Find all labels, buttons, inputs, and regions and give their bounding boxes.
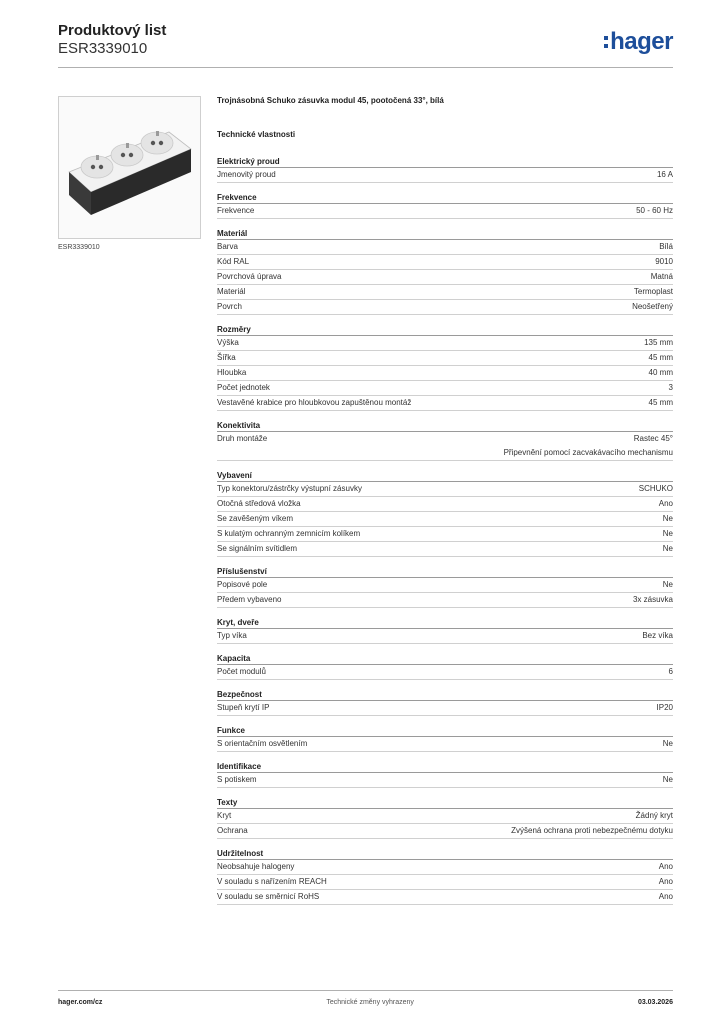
product-code: ESR3339010 xyxy=(58,40,148,57)
spec-content xyxy=(217,96,673,914)
section-title: Kapacita xyxy=(217,653,673,665)
spec-row: Ochrana Zvýšená ochrana proti nebezpečnému dotyku xyxy=(217,824,673,839)
spec-row: Kód RAL 9010 xyxy=(217,255,673,270)
section-title: Bezpečnost xyxy=(217,689,673,701)
spec-row: Frekvence 50 - 60 Hz xyxy=(217,204,673,219)
spec-row: V souladu s nařízením REACH Ano xyxy=(217,875,673,890)
section-title: Texty xyxy=(217,797,673,809)
section-title: Kryt, dveře xyxy=(217,617,673,629)
section-sustainability xyxy=(217,848,673,905)
section-title: Konektivita xyxy=(217,420,673,432)
spec-row: Vestavěné krabice pro hloubkovou zapuštěnou montáž 45 mm xyxy=(217,396,673,411)
product-description: Trojnásobná Schuko zásuvka modul 45, pootočená 33°, bílá xyxy=(217,96,444,105)
spec-row: Hloubka 40 mm xyxy=(217,366,673,381)
section-texts xyxy=(217,797,673,839)
section-title: Udržitelnost xyxy=(217,848,673,860)
image-caption: ESR3339010 xyxy=(58,244,100,251)
spec-row: Kryt Žádný kryt xyxy=(217,809,673,824)
section-title: Elektrický proud xyxy=(217,156,673,168)
spec-row: Se signálním svítidlem Ne xyxy=(217,542,673,557)
section-title: Rozměry xyxy=(217,324,673,336)
spec-row: Barva Bílá xyxy=(217,240,673,255)
section-accessories xyxy=(217,566,673,608)
spec-row: V souladu se směrnicí RoHS Ano xyxy=(217,890,673,905)
logo-text: hager xyxy=(610,28,673,55)
spec-row: Povrch Neošetřený xyxy=(217,300,673,315)
spec-row: Stupeň krytí IP IP20 xyxy=(217,701,673,716)
section-frequency xyxy=(217,192,673,219)
section-connectivity xyxy=(217,420,673,461)
spec-row: S orientačním osvětlením Ne xyxy=(217,737,673,752)
spec-row: Povrchová úprava Matná xyxy=(217,270,673,285)
spec-row: Typ konektoru/zástrčky výstupní zásuvky SCHUKO xyxy=(217,482,673,497)
spec-row: Šířka 45 mm xyxy=(217,351,673,366)
page-header xyxy=(58,22,673,68)
section-title: Funkce xyxy=(217,725,673,737)
spec-row: Typ víka Bez víka xyxy=(217,629,673,644)
tech-properties-title: Technické vlastnosti xyxy=(217,130,296,139)
spec-row: S kulatým ochranným zemnicím kolíkem Ne xyxy=(217,527,673,542)
section-title: Materiál xyxy=(217,228,673,240)
logo-dots-icon xyxy=(604,34,608,50)
spec-row: Otočná středová vložka Ano xyxy=(217,497,673,512)
section-material xyxy=(217,228,673,315)
section-equipment xyxy=(217,470,673,557)
section-title: Frekvence xyxy=(217,192,673,204)
spec-row: Počet jednotek 3 xyxy=(217,381,673,396)
spec-row: Popisové pole Ne xyxy=(217,578,673,593)
section-identification xyxy=(217,761,673,788)
spec-row: Předem vybaveno 3x zásuvka xyxy=(217,593,673,608)
spec-row: S potiskem Ne xyxy=(217,773,673,788)
section-cover-door xyxy=(217,617,673,644)
spec-row: Materiál Termoplast xyxy=(217,285,673,300)
footer-note: Technické změny vyhrazeny xyxy=(326,999,414,1006)
section-title: Příslušenství xyxy=(217,566,673,578)
section-title: Identifikace xyxy=(217,761,673,773)
section-capacity xyxy=(217,653,673,680)
page-footer xyxy=(58,990,673,1006)
section-dimensions xyxy=(217,324,673,411)
page-title: Produktový list xyxy=(58,22,167,39)
section-function xyxy=(217,725,673,752)
spec-row: Výška 135 mm xyxy=(217,336,673,351)
section-safety xyxy=(217,689,673,716)
spec-row: Se zavěšeným víkem Ne xyxy=(217,512,673,527)
hager-logo xyxy=(604,28,673,56)
spec-row: Neobsahuje halogeny Ano xyxy=(217,860,673,875)
spec-row: Počet modulů 6 xyxy=(217,665,673,680)
section-title: Vybavení xyxy=(217,470,673,482)
spec-row: Druh montáže Rastec 45° Připevnění pomocí zacvakávacího mechanismu xyxy=(217,432,673,461)
footer-date: 03.03.2026 xyxy=(637,999,673,1006)
footer-website-link[interactable]: hager.com/cz xyxy=(58,999,103,1006)
section-electric-current xyxy=(217,156,673,183)
product-image xyxy=(58,96,201,239)
spec-row: Jmenovitý proud 16 A xyxy=(217,168,673,183)
